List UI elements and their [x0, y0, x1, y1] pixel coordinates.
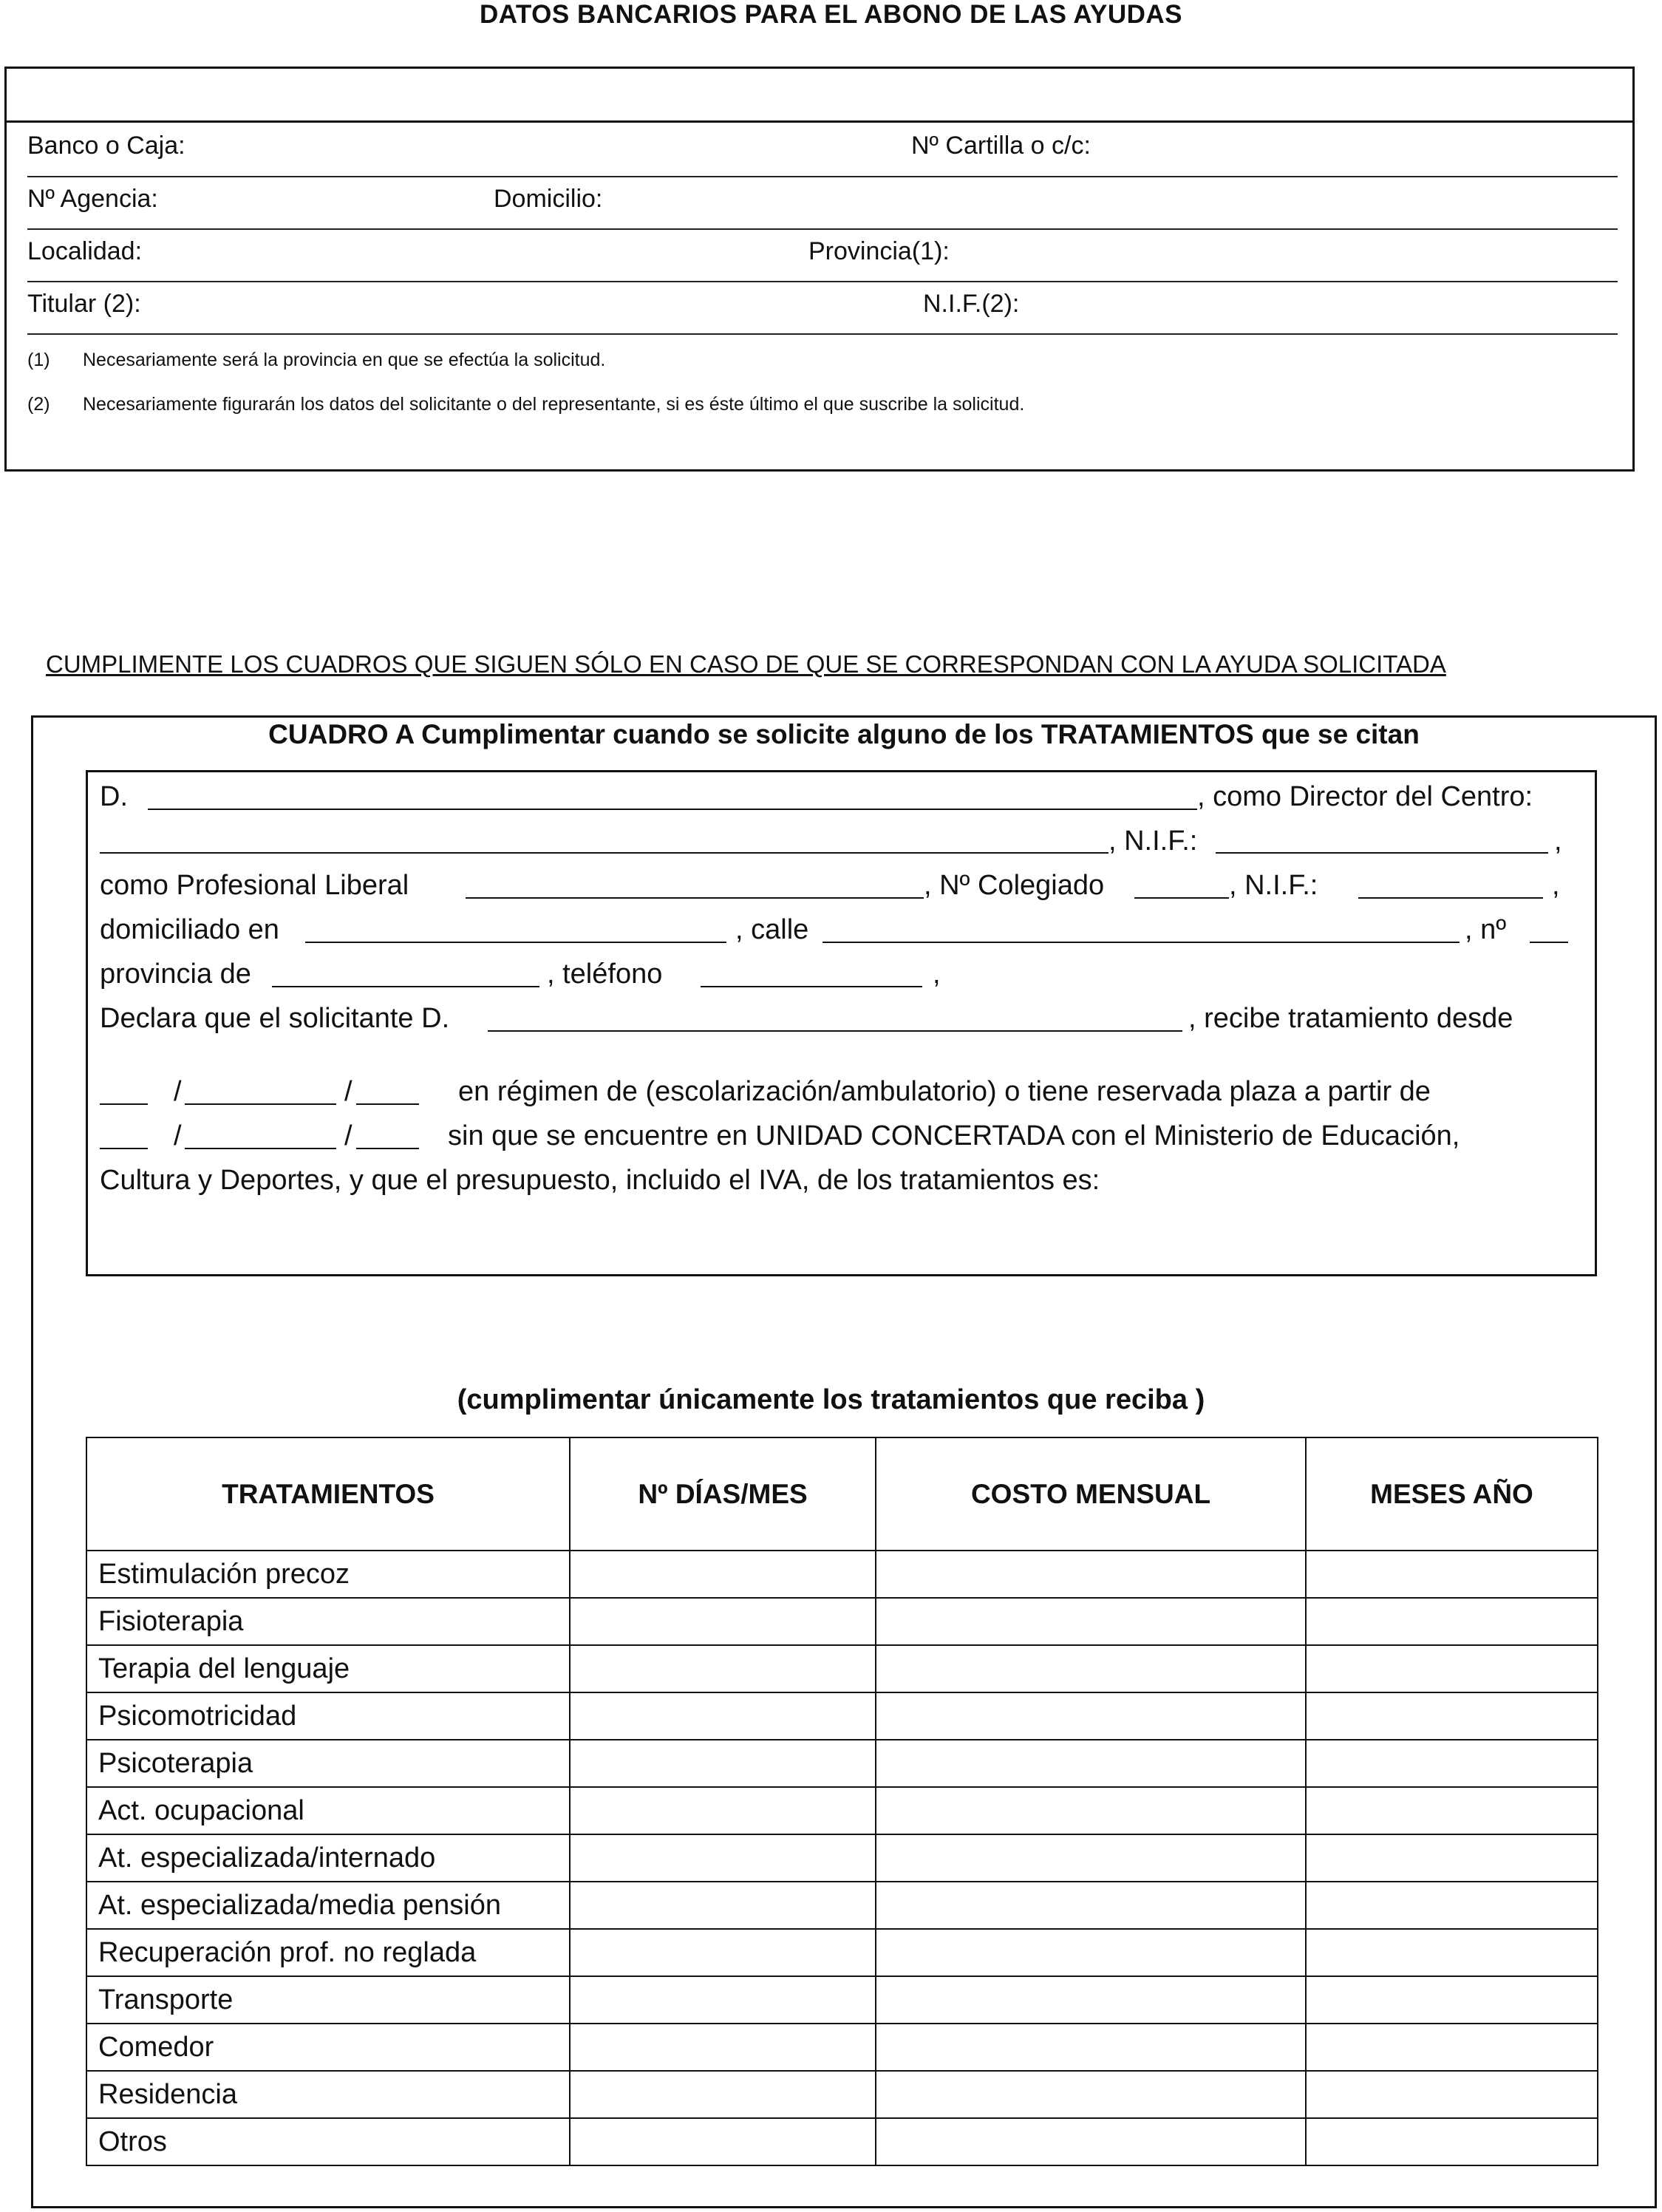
colegiado-number-line[interactable] — [1134, 897, 1229, 899]
costo-mensual-cell[interactable] — [876, 1740, 1306, 1787]
decl-d-label: D. — [100, 781, 128, 812]
dias-mes-cell[interactable] — [570, 1740, 876, 1787]
account-field-label: Nº Cartilla o c/c: — [911, 132, 1091, 160]
decl-regimen-text: en régimen de (escolarización/ambulatorio) o tiene reservada plaza a partir de — [458, 1076, 1431, 1107]
date-slash: / — [344, 1120, 353, 1151]
header-dias-mes: Nº DÍAS/MES — [570, 1437, 876, 1551]
decl-colegiado-label: , Nº Colegiado — [924, 870, 1105, 901]
costo-mensual-cell[interactable] — [876, 2071, 1306, 2118]
cuadro-a-title: CUADRO A Cumplimentar cuando se solicite alguno de los TRATAMIENTOS que se citan — [268, 719, 1420, 749]
agency-row-line[interactable] — [27, 228, 1618, 230]
dias-mes-cell[interactable] — [570, 1976, 876, 2024]
province-field-label: Provincia(1): — [808, 237, 950, 265]
header-meses-ano: MESES AÑO — [1306, 1437, 1598, 1551]
treatments-table — [86, 1437, 1598, 2166]
address-field-label: Domicilio: — [494, 185, 603, 213]
decl-director-label: , como Director del Centro: — [1197, 781, 1533, 812]
treatment-name: Transporte — [86, 1976, 570, 2024]
dias-mes-cell[interactable] — [570, 2071, 876, 2118]
meses-ano-cell[interactable] — [1306, 1692, 1598, 1740]
decl-comma: , — [933, 959, 941, 990]
reserve-month-line[interactable] — [185, 1148, 336, 1149]
costo-mensual-cell[interactable] — [876, 1929, 1306, 1976]
table-row — [86, 1929, 1598, 1976]
table-row — [86, 1882, 1598, 1929]
profesional-name-line[interactable] — [466, 897, 924, 899]
start-day-line[interactable] — [100, 1103, 148, 1105]
footnote-text: Necesariamente será la provincia en que se efectúa la solicitud. — [83, 350, 606, 370]
costo-mensual-cell[interactable] — [876, 2118, 1306, 2165]
meses-ano-cell[interactable] — [1306, 1787, 1598, 1834]
meses-ano-cell[interactable] — [1306, 1976, 1598, 2024]
meses-ano-cell[interactable] — [1306, 1929, 1598, 1976]
meses-ano-cell[interactable] — [1306, 1551, 1598, 1598]
start-month-line[interactable] — [185, 1103, 336, 1105]
reserve-year-line[interactable] — [356, 1148, 419, 1149]
decl-comma: , — [1552, 870, 1560, 901]
date-slash: / — [174, 1120, 182, 1151]
locality-row-line[interactable] — [27, 281, 1618, 282]
holder-row-line[interactable] — [27, 333, 1618, 335]
holder-nif-field-label: N.I.F.(2): — [923, 290, 1020, 318]
decl-calle-label: , calle — [735, 914, 809, 945]
treatment-name: Otros — [86, 2118, 570, 2165]
costo-mensual-cell[interactable] — [876, 2024, 1306, 2071]
decl-comma: , — [1554, 826, 1562, 857]
meses-ano-cell[interactable] — [1306, 1645, 1598, 1692]
table-row — [86, 2118, 1598, 2165]
treatment-name: At. especializada/internado — [86, 1834, 570, 1882]
date-slash: / — [344, 1076, 353, 1107]
decl-provincia-label: provincia de — [100, 959, 251, 990]
costo-mensual-cell[interactable] — [876, 1787, 1306, 1834]
decl-num-label: , nº — [1465, 914, 1507, 945]
dias-mes-cell[interactable] — [570, 1882, 876, 1929]
table-row — [86, 1551, 1598, 1598]
meses-ano-cell[interactable] — [1306, 2118, 1598, 2165]
treatment-name: Recuperación prof. no reglada — [86, 1929, 570, 1976]
bank-section-title: DATOS BANCARIOS PARA EL ABONO DE LAS AYUDAS — [479, 0, 1183, 29]
applicant-name-line[interactable] — [488, 1030, 1182, 1032]
decl-telefono-label: , teléfono — [547, 959, 663, 990]
dias-mes-cell[interactable] — [570, 1787, 876, 1834]
start-year-line[interactable] — [356, 1103, 419, 1105]
profesional-nif-line[interactable] — [1358, 897, 1543, 899]
table-row — [86, 2071, 1598, 2118]
table-row — [86, 1740, 1598, 1787]
meses-ano-cell[interactable] — [1306, 1882, 1598, 1929]
meses-ano-cell[interactable] — [1306, 1740, 1598, 1787]
decl-declara-label: Declara que el solicitante D. — [100, 1003, 450, 1034]
table-row — [86, 1976, 1598, 2024]
treatment-name: Terapia del lenguaje — [86, 1645, 570, 1692]
province-line[interactable] — [272, 986, 539, 987]
table-row — [86, 1598, 1598, 1645]
table-row — [86, 1692, 1598, 1740]
decl-nif-label: , N.I.F.: — [1229, 870, 1318, 901]
decl-profesional-label: como Profesional Liberal — [100, 870, 409, 901]
center-name-line[interactable] — [100, 852, 1108, 854]
center-nif-line[interactable] — [1216, 852, 1548, 854]
costo-mensual-cell[interactable] — [876, 1882, 1306, 1929]
costo-mensual-cell[interactable] — [876, 1976, 1306, 2024]
table-row — [86, 2024, 1598, 2071]
treatment-name: Estimulación precoz — [86, 1551, 570, 1598]
decl-domiciliado-label: domiciliado en — [100, 914, 279, 945]
holder-field-label: Titular (2): — [27, 290, 141, 318]
dias-mes-cell[interactable] — [570, 1929, 876, 1976]
treatment-name: Psicomotricidad — [86, 1692, 570, 1740]
director-name-line[interactable] — [148, 809, 1197, 810]
table-row — [86, 1645, 1598, 1692]
table-row — [86, 1787, 1598, 1834]
dias-mes-cell[interactable] — [570, 1645, 876, 1692]
section-heading: CUMPLIMENTE LOS CUADROS QUE SIGUEN SÓLO EN CASO DE QUE SE CORRESPONDAN CON LA AYUDA SOLICITADA — [46, 650, 1446, 678]
costo-mensual-cell[interactable] — [876, 1645, 1306, 1692]
header-costo-mensual: COSTO MENSUAL — [876, 1437, 1306, 1551]
phone-line[interactable] — [701, 986, 922, 987]
agency-field-label: Nº Agencia: — [27, 185, 158, 213]
table-header-row — [86, 1437, 1598, 1551]
meses-ano-cell[interactable] — [1306, 1834, 1598, 1882]
costo-mensual-cell[interactable] — [876, 1598, 1306, 1645]
dias-mes-cell[interactable] — [570, 1551, 876, 1598]
dias-mes-cell[interactable] — [570, 2118, 876, 2165]
meses-ano-cell[interactable] — [1306, 2071, 1598, 2118]
decl-recibe-label: , recibe tratamiento desde — [1188, 1003, 1513, 1034]
costo-mensual-cell[interactable] — [876, 1692, 1306, 1740]
dias-mes-cell[interactable] — [570, 2024, 876, 2071]
bank-field-label: Banco o Caja: — [27, 132, 185, 160]
meses-ano-cell[interactable] — [1306, 2024, 1598, 2071]
treatment-name: Comedor — [86, 2024, 570, 2071]
costo-mensual-cell[interactable] — [876, 1551, 1306, 1598]
dias-mes-cell[interactable] — [570, 1598, 876, 1645]
reserve-day-line[interactable] — [100, 1148, 148, 1149]
treatments-table-heading: (cumplimentar únicamente los tratamientos que reciba ) — [457, 1384, 1205, 1415]
treatment-name: Act. ocupacional — [86, 1787, 570, 1834]
decl-cultura-text: Cultura y Deportes, y que el presupuesto, incluido el IVA, de los tratamientos es: — [100, 1165, 1100, 1196]
treatment-name: Fisioterapia — [86, 1598, 570, 1645]
dias-mes-cell[interactable] — [570, 1692, 876, 1740]
street-line[interactable] — [823, 942, 1460, 943]
meses-ano-cell[interactable] — [1306, 1598, 1598, 1645]
street-number-line[interactable] — [1530, 942, 1568, 943]
decl-sin-que-text: sin que se encuentre en UNIDAD CONCERTADA con el Ministerio de Educación, — [448, 1120, 1460, 1151]
bank-box-divider — [7, 120, 1632, 123]
date-slash: / — [174, 1076, 182, 1107]
footnote-number: (2) — [27, 394, 50, 415]
dias-mes-cell[interactable] — [570, 1834, 876, 1882]
treatment-name: Psicoterapia — [86, 1740, 570, 1787]
decl-nif-label: , N.I.F.: — [1108, 826, 1198, 857]
footnote-number: (1) — [27, 350, 50, 370]
treatment-name: Residencia — [86, 2071, 570, 2118]
domicile-line[interactable] — [305, 942, 726, 943]
header-tratamientos: TRATAMIENTOS — [86, 1437, 570, 1551]
bank-row-line[interactable] — [27, 176, 1618, 177]
table-row — [86, 1834, 1598, 1882]
footnote-text: Necesariamente figurarán los datos del solicitante o del representante, si es éste último el que suscribe la solicitud. — [83, 394, 1025, 415]
treatment-name: At. especializada/media pensión — [86, 1882, 570, 1929]
locality-field-label: Localidad: — [27, 237, 143, 265]
costo-mensual-cell[interactable] — [876, 1834, 1306, 1882]
